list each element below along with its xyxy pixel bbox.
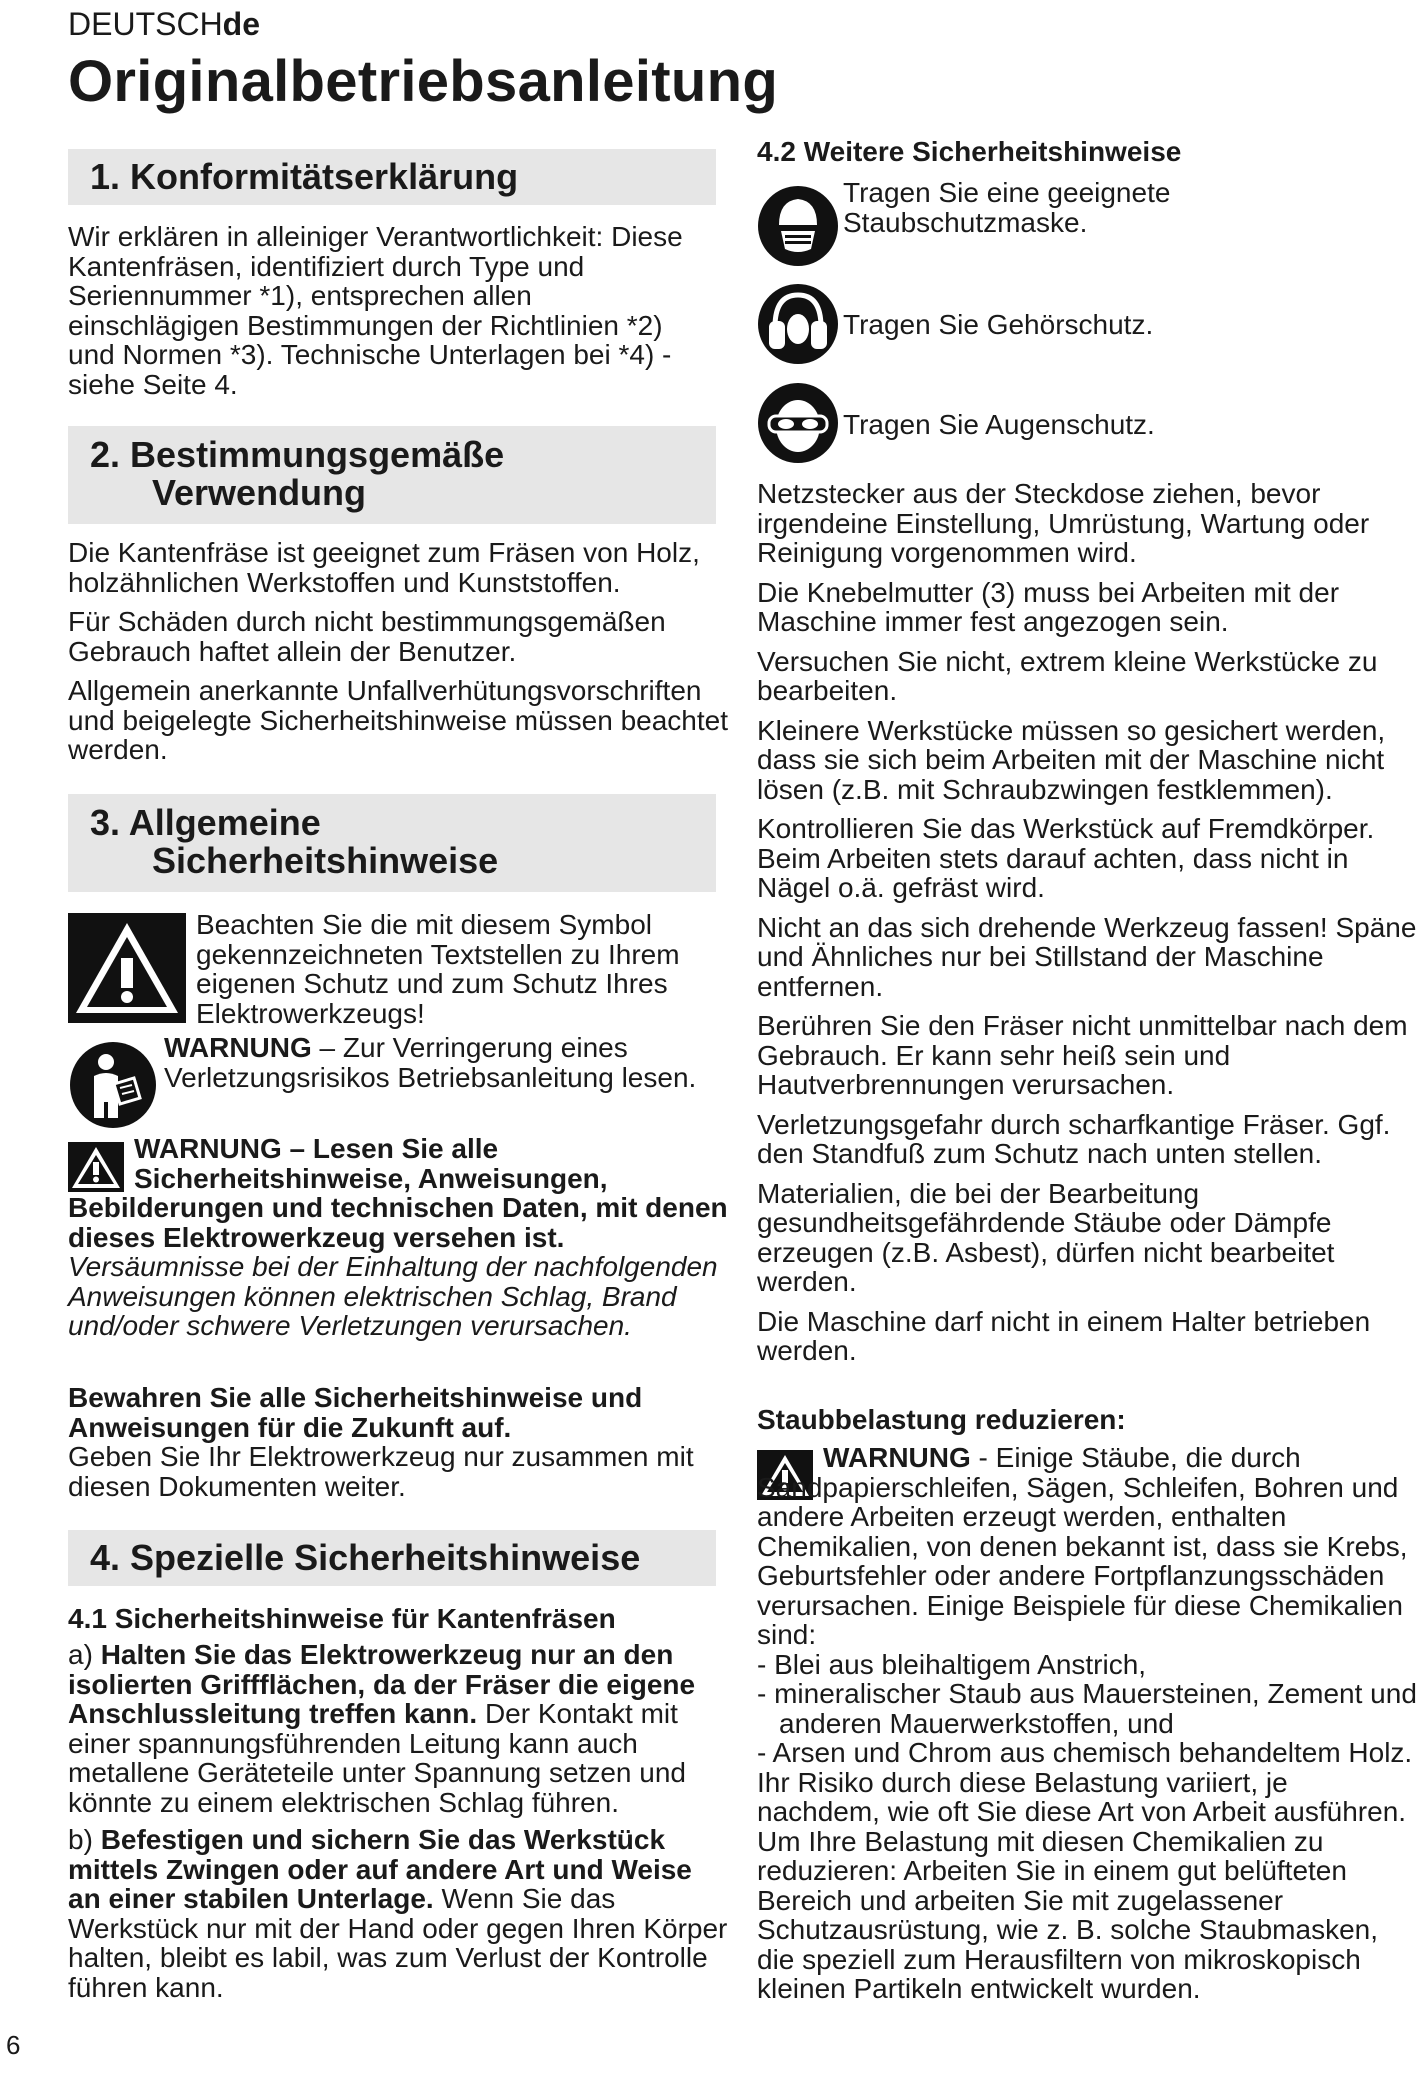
instruction-a: a) Halten Sie das Elektrowerkzeug nur an den isolierten Griffflächen, da der Fräser die eigene Anschlussleitung treffen kann. Der Kontakt mit einer spannungsführenden Leitung kann auch metallene Geräteteile unter Spannung setzen und könnte zu einem elektrischen Schlag führen.	[68, 1639, 696, 1818]
section-4-2-body	[757, 479, 1417, 1366]
section-2-heading: 2. Bestimmungsgemäße Verwendung	[68, 426, 716, 524]
section-2-paragraph: Allgemein anerkannte Unfallverhütungsvorschriften und beigelegte Sicherheitshinweise müssen beachtet werden.	[68, 675, 728, 765]
safety-paragraph: Materialien, die bei der Bearbeitung gesundheitsgefährdende Stäube oder Dämpfe erzeugen (z.B. Asbest), dürfen nicht bearbeitet werden.	[757, 1177, 1335, 1297]
symbol-explanation: Beachten Sie die mit diesem Symbol gekennzeichneten Textstellen zu Ihrem eigenen Schutz und zum Schutz Ihres Elektrowerkzeugs!	[196, 909, 680, 1029]
section-3-heading: 3. Allgemeine Sicherheitshinweise	[68, 794, 716, 892]
section-2-paragraph: Die Kantenfräse ist geeignet zum Fräsen von Holz, holzähnlichen Werkstoffen und Kunststoffen.	[68, 537, 700, 598]
safety-paragraph: Netzstecker aus der Steckdose ziehen, bevor irgendeine Einstellung, Umrüstung, Wartung oder Reinigung vorgenommen wird.	[757, 478, 1370, 568]
page-number: 6	[6, 2030, 21, 2060]
language-label: DEUTSCHde	[68, 6, 261, 42]
section-1-text: Wir erklären in alleiniger Verantwortlichkeit: Diese Kantenfräsen, identifiziert durch Type und Seriennummer *1), entsprechen allen einschlägigen Bestimmungen der Richtlinien *2) und Normen *3). Technische Unterlagen bei *4) - siehe Seite 4.	[68, 221, 683, 400]
risk-paragraph: Ihr Risiko durch diese Belastung variiert, je nachdem, wie oft Sie diese Art von Arbeit ausführen. Um Ihre Belastung mit diesen Chemikalien zu reduzieren: Arbeiten Sie in einem gut belüfteten Bereich und arbeiten Sie mit zugelassener Schutzausrüstung, wie z. B. solche Staubmasken, die speziell zum Herausfiltern von mikroskopisch kleinen Partikeln entwickelt wurden.	[757, 1766, 1407, 2004]
hearing-protection-text: Tragen Sie Gehörschutz.	[843, 309, 1154, 340]
section-2-paragraph: Für Schäden durch nicht bestimmungsgemäßen Gebrauch haftet allein der Benutzer.	[68, 606, 666, 667]
dust-mask-icon	[757, 185, 839, 267]
section-4-1-body	[68, 1640, 728, 2002]
section-2-body	[68, 538, 728, 765]
safety-paragraph: Verletzungsgefahr durch scharfkantige Fräser. Ggf. den Standfuß zum Schutz nach unten stellen.	[757, 1108, 1391, 1169]
chemical-list	[757, 1650, 1417, 1768]
read-manual-warning: WARNUNG – Zur Verringerung eines Verletzungsrisikos Betriebsanleitung lesen.	[164, 1032, 697, 1093]
eye-protection-icon	[757, 382, 839, 464]
section-4-heading: 4. Spezielle Sicherheitshinweise	[68, 1530, 716, 1586]
section-4-1-heading: 4.1 Sicherheitshinweise für Kantenfräsen	[68, 1603, 616, 1634]
section-4-2-heading: 4.2 Weitere Sicherheitshinweise	[757, 136, 1182, 167]
safety-paragraph: Berühren Sie den Fräser nicht unmittelbar nach dem Gebrauch. Er kann sehr heiß sein und Hautverbrennungen verursachen.	[757, 1010, 1408, 1100]
safety-paragraph: Versuchen Sie nicht, extrem kleine Werkstücke zu bearbeiten.	[757, 645, 1378, 706]
list-item: - Arsen und Chrom aus chemisch behandeltem Holz.	[757, 1737, 1413, 1768]
safety-paragraph: Kleinere Werkstücke müssen so gesichert werden, dass sie sich beim Arbeiten mit der Maschine nicht lösen (z.B. mit Schraubzwingen festklemmen).	[757, 714, 1386, 805]
language-code: de	[222, 6, 261, 42]
list-item: - mineralischer Staub aus Mauersteinen, Zement und anderen Mauerwerkstoffen, und	[757, 1678, 1417, 1739]
eye-protection-text: Tragen Sie Augenschutz.	[843, 409, 1155, 440]
dust-mask-text: Tragen Sie eine geeignete Staubschutzmaske.	[843, 177, 1171, 238]
keep-instructions: Bewahren Sie alle Sicherheitshinweise und Anweisungen für die Zukunft auf. Geben Sie Ihr Elektrowerkzeug nur zusammen mit diesen Dokumenten weiter.	[68, 1382, 694, 1502]
hearing-protection-icon	[757, 283, 839, 365]
instruction-b: b) Befestigen und sichern Sie das Werkstück mittels Zwingen oder auf andere Art und Weise an einer stabilen Unterlage. Wenn Sie das Werkstück nur mit der Hand oder gegen Ihren Körper halten, bleibt es labil, was zum Verlust der Kontrolle führen kann.	[68, 1824, 728, 2003]
dust-warning-text: WARNUNG - Einige Stäube, die durch Sandpapierschleifen, Sägen, Schleifen, Bohren und andere Arbeiten erzeugt werden, enthalten Chemikalien, von denen bekannt ist, dass sie Krebs, Geburtsfehler oder andere Fortpflanzungsschäden verursachen. Einige Beispiele für diese Chemikalien sind: - Blei aus bleihaltigem Anstrich, - mineralischer Staub aus Mauersteinen, Zement und anderen Mauerwerkstoffen, und - Arsen und Chrom aus chemisch behandeltem Holz. Ihr Risiko durch diese Belastung variiert, je nachdem, wie oft Sie diese Art von Arbeit ausführen. Um Ihre Belastung mit diesen Chemikalien zu reduzieren: Arbeiten Sie in einem gut belüfteten Bereich und arbeiten Sie mit zugelassener Schutzausrüstung, wie z. B. solche Staubmasken, die speziell zum Herausfiltern von mikroskopisch kleinen Partikeln entwickelt wurden.	[757, 1442, 1417, 2004]
safety-paragraph: Die Knebelmutter (3) muss bei Arbeiten mit der Maschine immer fest angezogen sein.	[757, 576, 1340, 637]
read-manual-icon	[68, 1040, 158, 1130]
safety-paragraph: Nicht an das sich drehende Werkzeug fassen! Späne und Ähnliches nur bei Stillstand der Maschine entfernen.	[757, 911, 1417, 1002]
section-1-heading: 1. Konformitätserklärung	[68, 149, 716, 205]
safety-paragraph: Kontrollieren Sie das Werkstück auf Fremdkörper. Beim Arbeiten stets darauf achten, dass nicht in Nägel o.ä. gefräst wird.	[757, 813, 1375, 903]
list-item: - Blei aus bleihaltigem Anstrich,	[757, 1648, 1147, 1680]
general-warning: WARNUNG – Lesen Sie alle Sicherheitshinweise, Anweisungen, Bebilderungen und technischen Daten, mit denen dieses Elektrowerkzeug versehen ist. Versäumnisse bei der Einhaltung der nachfolgenden Anweisungen können elektrischen Schlag, Brand und/oder schwere Verletzungen verursachen.	[68, 1133, 728, 1341]
safety-paragraph: Die Maschine darf nicht in einem Halter betrieben werden.	[757, 1305, 1371, 1366]
dust-reduction-heading: Staubbelastung reduzieren:	[757, 1404, 1126, 1435]
warning-triangle-icon	[68, 913, 186, 1023]
page-title: Originalbetriebsanleitung	[68, 49, 779, 114]
